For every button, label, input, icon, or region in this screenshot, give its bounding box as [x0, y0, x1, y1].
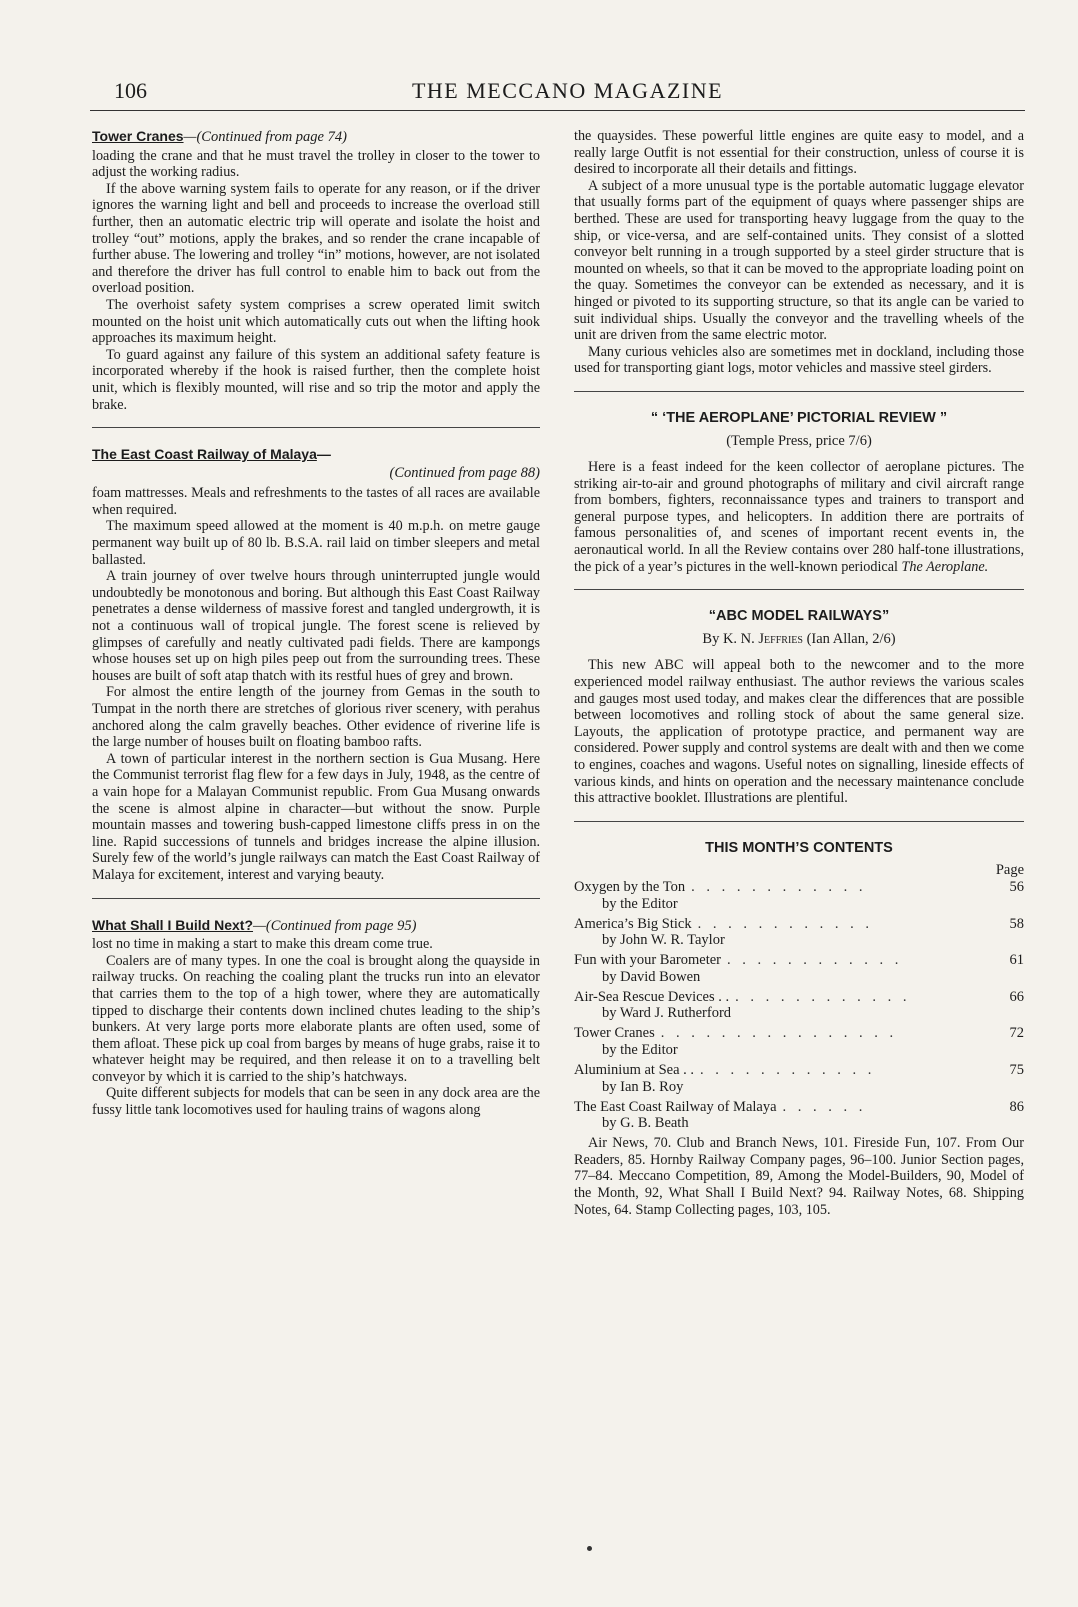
contents-entry-page: 56 [1009, 878, 1024, 895]
tower-para-2: If the above warning system fails to operate for any reason, or if the driver ignores the warning light and bell and proceeds to increase the overload still further, then an automatic electric trip will operate and isolate the hoist and trolley “out” motions, apply the brakes, and so render the crane incapable of further abuse. The lowering and trolley “in” motions, however, are not isolated and therefore the driver has full control to enable him to back out from the overload position. [92, 180, 540, 297]
tower-para-4: To guard against any failure of this system an additional safety feature is incorporated whereby if the hook is raised further, then the complete hoist unit, which is flexibly mounted, will rise and so trip the motor and apply the brake. [92, 346, 540, 413]
tower-cranes-heading [92, 128, 540, 146]
contents-entry-line [574, 952, 1024, 969]
east-coast-para-5: A town of particular interest in the northern section is Gua Musang. Here the Communist terrorist flag flew for a few days in July, 1948, as the centre of a vain hope for a Malayan Communist republic. From Gua Musang onwards the scene is almost alpine in character—but without the snow. Purple mountain masses and towering bush-capped limestone cliffs press in on the line. Rapid successions of tunnels and bridges increase the alpine illusion. Surely few of the world’s jungle railways can match the East Coast Railway of Malaya for excitement, interest and varying beauty. [92, 750, 540, 883]
contents-entry [574, 1099, 1024, 1132]
contents-entry [574, 916, 1024, 949]
contents-entry-page: 86 [1009, 1098, 1024, 1115]
contents-entry-leader: . . . . . . . . . . . . [700, 1061, 876, 1078]
build-cont-para-1: the quaysides. These powerful little engines are quite easy to model, and a really large Outfit is not essential for their construction, unless of course it is desired to incorporate all their details and fittings. [574, 128, 1024, 178]
contents-entry-title: The East Coast Railway of Malaya [574, 1098, 777, 1115]
contents-entry-page: 61 [1009, 952, 1024, 969]
east-coast-heading [92, 446, 540, 463]
page-number: 106 [114, 78, 147, 103]
tower-cranes-title: Tower Cranes [92, 128, 184, 144]
contents-index: Air News, 70. Club and Branch News, 101. Fireside Fun, 107. From Our Readers, 85. Hornby Railway Company pages, 96–100. Junior Section pages, 77–84. Meccano Competition, 89, Among the Model-Builders, 90, Model of the Month, 92, What Shall I Build Next? 94. Railway Notes, 68. Shipping Notes, 64. Stamp Collecting pages, 103, 105. [574, 1135, 1024, 1218]
header-rule [90, 110, 1025, 111]
contents-entry-leader: . . . . . . [782, 1098, 867, 1115]
contents-entry-title: America’s Big Stick [574, 915, 692, 932]
build-para-2: Coalers are of many types. In one the coal is brought along the quayside in railway trucks. On reaching the coaling plant the trucks run into an elevator that carries them to the top of a high tower, where they are automatically tipped to discharge their contents down inclined chutes leading to the ship’s bunkers. At very large ports more elaborate plants are often used, some of them afloat. These pick up coal from barges by means of huge grabs, raise it to whatever height may be required, and then release it on to a travelling belt conveyor by which it is carried to the ship’s hatchways. [92, 952, 540, 1085]
build-cont-para-2: A subject of a more unusual type is the portable automatic luggage elevator that usually forms part of the equipment of quays where passenger ships are berthed. These are used for transporting heavy luggage from the quay to the ship, or vice-versa, and are self-contained units. They consist of a slotted conveyor belt running in a trough supported by a steel girder structure that is mounted on wheels, so that it can be moved to the appropriate loading point on the quay. Sometimes the conveyor can be extended as necessary, and it is hinged or pivoted to its supporting structure, so that its angle can be varied to suit individual ships. Usually the conveyor and the travelling wheels of the unit are driven from the same electric motor. [574, 177, 1024, 344]
page-mark [587, 1546, 592, 1551]
contents-entry-page: 58 [1009, 915, 1024, 932]
contents-entry-leader: . . . . . . . . . . . . [697, 915, 873, 932]
contents-entry-author: by John W. R. Taylor [602, 932, 725, 949]
east-coast-dash: — [316, 446, 331, 463]
contents-entry-author: by the Editor [602, 1041, 678, 1058]
build-next-title: What Shall I Build Next? [92, 916, 254, 933]
contents-entry [574, 952, 1024, 985]
contents-entry [574, 1062, 1024, 1095]
contents-entry [574, 989, 1024, 1022]
contents-entry-leader: . . . . . . . . . . . . . . . . [660, 1025, 898, 1042]
contents-entry-page: 75 [1009, 1061, 1024, 1078]
aeroplane-body-text: Here is a feast indeed for the keen collector of aeroplane pictures. The striking air-to-air and ground photographs of military and civil aircraft range from bombers, fighters, reconnaissance types and trainers to transport and general purpose types, and helicopters. In addition there are portraits of famous personalities of, and scenes of important recent events in, the aeronautical world. In all the Review contains over 280 half-tone illustrations, the pick of a year’s pictures in the well-known periodical [574, 459, 1024, 575]
build-cont-para-3: Many curious vehicles also are sometimes met in dockland, including those used for transporting giant logs, motor vehicles and massive steel girders. [574, 343, 1024, 377]
aeroplane-review-publisher: (Temple Press, price 7/6) [726, 432, 872, 449]
contents-entry-leader: . . . . . . . . . . . . [691, 878, 867, 895]
left-column [92, 128, 540, 1119]
east-coast-para-4: For almost the entire length of the journey from Gemas in the south to Tumpat in the north there are stretches of glorious river scenery, with perahus anchored along the calm gravelly beaches. Other evidence of riverine life is the large number of houses built on floating bamboo rafts. [92, 684, 540, 751]
contents-entry-title: Oxygen by the Ton [574, 878, 686, 895]
contents-entry-line [574, 1025, 1024, 1042]
contents-entry-author: by G. B. Beath [602, 1115, 689, 1132]
build-para-3: Quite different subjects for models that can be seen in any dock area are the fussy little tank locomotives used for hauling trains of wagons along [92, 1085, 540, 1119]
east-coast-title: The East Coast Railway of Malaya [92, 446, 317, 463]
contents-entry-line [574, 989, 1024, 1006]
tower-para-3: The overhoist safety system comprises a screw operated limit switch mounted on the hoist unit which automatically cuts out when the lifting hook approaches its maximum height. [92, 296, 540, 347]
section-divider [574, 391, 1024, 392]
section-divider [574, 821, 1024, 822]
contents-entry-author: by Ian B. Roy [602, 1078, 684, 1095]
contents-entry-line [574, 916, 1024, 933]
contents-entry-title: Tower Cranes [574, 1025, 655, 1042]
contents-entry-leader: . . . . . . . . . . . . [727, 952, 903, 969]
contents-entry-author: by David Bowen [602, 968, 701, 985]
right-column [574, 128, 1024, 1218]
contents-entry-title: Fun with your Barometer [574, 952, 721, 969]
contents-entry [574, 879, 1024, 912]
contents-page-header: Page [995, 862, 1024, 879]
contents-entry-line [574, 1062, 1024, 1079]
contents-entry-page: 72 [1009, 1025, 1024, 1042]
magazine-title: THE MECCANO MAGAZINE [411, 78, 724, 103]
contents-entry-leader: . . . . . . . . . . . . [735, 988, 911, 1005]
abc-review-body: This new ABC will appeal both to the newcomer and to the more experienced model railway enthusiast. The author reviews the various scales and gauges most used today, and makes clear the differences that are possible between locomotives and rolling stock of about the same general size. Layouts, the application of prototype practice, and permanent way are considered. Power supply and control systems are dealt with and then we come to engines, coaches and wagons. Useful notes on signalling, lineside effects of various kinds, and hints on operation and the necessary maintenance conclude this attractive booklet. Illustrations are plentiful. [574, 657, 1024, 807]
abc-publisher: (Ian Allan, 2/6) [802, 630, 896, 647]
abc-review-byline [574, 631, 1024, 648]
east-coast-continued: (Continued from page 88) [389, 464, 540, 481]
contents-list [574, 879, 1024, 1131]
contents-entry [574, 1025, 1024, 1058]
aeroplane-review-body [574, 459, 1024, 575]
contents-entry-title: Aluminium at Sea . . [574, 1061, 695, 1078]
contents-entry-author: by Ward J. Rutherford [602, 1005, 732, 1022]
abc-by: By K. N. [702, 630, 759, 647]
tower-cranes-continued: —(Continued from page 74) [183, 129, 347, 145]
aeroplane-periodical: The Aeroplane. [901, 558, 989, 575]
section-divider [92, 427, 540, 428]
abc-author: Jeffries [758, 630, 803, 647]
aeroplane-review-title: “ ‘THE AEROPLANE’ PICTORIAL REVIEW ” [650, 409, 948, 426]
contents-entry-line [574, 1099, 1024, 1116]
abc-review-title: “ABC MODEL RAILWAYS” [708, 608, 890, 625]
tower-para-1: loading the crane and that he must travel the trolley in closer to the tower to adjust the working radius. [92, 147, 540, 181]
east-coast-para-3: A train journey of over twelve hours through uninterrupted jungle would undoubtedly be monotonous and boring. But although this East Coast Railway penetrates a dense wilderness of massive forest and tangled undergrowth, it is not a continuous wall of tropical jungle. The forest scene is relieved by glimpses of carefully and neatly cultivated padi fields. There are kampongs whose houses set up on high piles peep out from the surrounding trees. These houses are built of soft atap thatch with its restful hues of grey and brown. [92, 568, 540, 684]
contents-entry-page: 66 [1009, 988, 1024, 1005]
contents-entry-author: by the Editor [602, 895, 678, 912]
contents-title: THIS MONTH’S CONTENTS [705, 839, 893, 856]
contents-entry-title: Air-Sea Rescue Devices . . [574, 988, 730, 1005]
section-divider [92, 898, 540, 899]
build-para-1: lost no time in making a start to make this dream come true. [92, 936, 433, 953]
build-next-continued: —(Continued from page 95) [253, 917, 417, 934]
build-next-heading [92, 917, 540, 935]
section-divider [574, 589, 1024, 590]
contents-entry-line [574, 879, 1024, 896]
page-header [90, 76, 1025, 108]
east-coast-para-2: The maximum speed allowed at the moment is 40 m.p.h. on metre gauge permanent way built up of 80 lb. B.S.A. rail laid on timber sleepers and metal ballasted. [92, 518, 540, 568]
east-coast-para-1: foam mattresses. Meals and refreshments to the tastes of all races are available when required. [92, 485, 540, 518]
